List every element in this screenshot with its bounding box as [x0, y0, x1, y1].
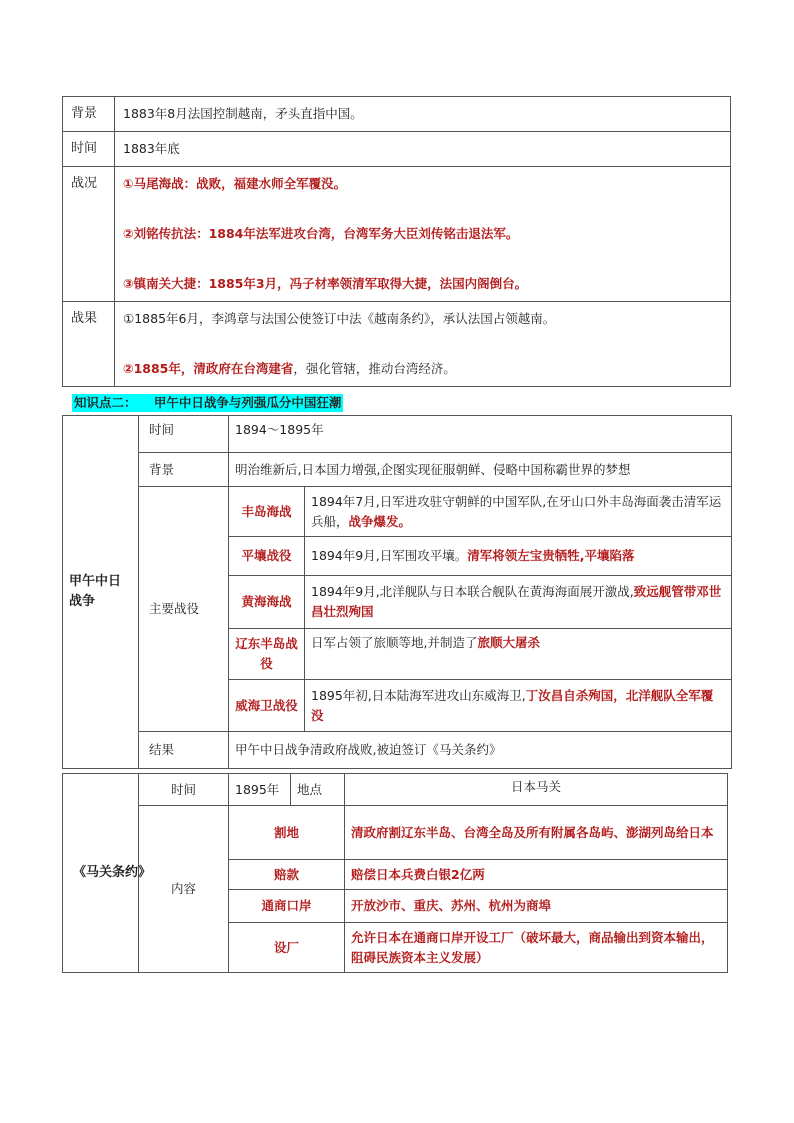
time-value: 1895年	[229, 774, 291, 806]
war-name: 甲午中日战争	[63, 416, 139, 769]
battle-name: 黄海海战	[229, 576, 305, 629]
content-label: 内容	[139, 806, 229, 973]
result-label: 战果	[63, 302, 115, 387]
battle-desc-text: 1894年7月,日军进攻驻守朝鲜的中国军队,在牙山口外丰岛海面袭击清军运兵船，	[311, 493, 722, 529]
battle-desc-emphasis: 旅顺大屠杀	[477, 635, 540, 650]
result-item: ①1885年6月，李鸿章与法国公使签订中法《越南条约》，承认法国占领越南。	[123, 311, 556, 326]
battle-desc	[305, 487, 732, 537]
content-item-value: 允许日本在通商口岸开设工厂（破坏最大，商品输出到资本输出，阻碍民族资本主义发展）	[345, 923, 728, 973]
treaty-table	[62, 773, 728, 973]
table-row	[63, 487, 732, 537]
treaty-name: 《马关条约》	[63, 774, 139, 973]
table-row	[63, 132, 731, 167]
battle-name: 辽东半岛战役	[229, 629, 305, 680]
table-row	[63, 453, 732, 487]
time-label: 时间	[139, 416, 229, 453]
result-item-text: ，强化管辖，推动台湾经济。	[293, 361, 456, 376]
battle-desc	[305, 576, 732, 629]
result-value: 甲午中日战争清政府战败,被迫签订《马关条约》	[229, 732, 732, 769]
table-row	[63, 167, 731, 302]
background-value: 1883年8月法国控制越南，矛头直指中国。	[115, 97, 731, 132]
battle-desc-emphasis: 丁汝昌自杀殉国，北洋舰队全军覆没	[311, 687, 714, 723]
situation-cell	[115, 167, 731, 302]
knowledge-point-heading: 知识点二： 甲午中日战争与列强瓜分中国狂潮	[74, 395, 342, 410]
sino-japanese-war-table	[62, 415, 732, 769]
content-item-value: 清政府割辽东半岛、台湾全岛及所有附属各岛屿、澎湖列岛给日本	[345, 806, 728, 860]
place-label: 地点	[291, 774, 345, 806]
background-label: 背景	[63, 97, 115, 132]
result-cell	[115, 302, 731, 387]
table-row	[63, 806, 728, 860]
background-value: 明治维新后,日本国力增强,企图实现征服朝鲜、侵略中国称霸世界的梦想	[229, 453, 732, 487]
battle-desc-emphasis: 致远舰管带邓世昌壮烈殉国	[311, 584, 722, 619]
result-item	[123, 359, 722, 379]
place-value: 日本马关	[345, 774, 728, 806]
battle-desc-emphasis: 清军将领左宝贵牺牲,平壤陷落	[467, 548, 635, 563]
content-item-value: 开放沙市、重庆、苏州、杭州为商埠	[345, 890, 728, 923]
sino-french-war-table	[62, 96, 731, 387]
battle-name: 平壤战役	[229, 537, 305, 576]
content-item-label: 设厂	[229, 923, 345, 973]
table-row	[63, 97, 731, 132]
battle-desc-text: 1894年9月,日军围攻平壤。	[311, 548, 468, 563]
battle-desc	[305, 629, 732, 680]
content-item-label: 通商口岸	[229, 890, 345, 923]
situation-item: ③镇南关大捷：1885年3月，冯子材率领清军取得大捷，法国内阁倒台。	[123, 276, 528, 291]
battle-desc-text: 1894年9月,北洋舰队与日本联合舰队在黄海海面展开激战,	[311, 584, 634, 599]
content-item-label: 赔款	[229, 860, 345, 890]
battle-desc-text: 1895年初,日本陆海军进攻山东威海卫,	[311, 687, 526, 703]
content-item-label: 割地	[229, 806, 345, 860]
background-label: 背景	[139, 453, 229, 487]
situation-label: 战况	[63, 167, 115, 302]
situation-item: ①马尾海战：战败，福建水师全军覆没。	[123, 176, 347, 191]
battle-desc-emphasis: 战争爆发。	[348, 513, 412, 529]
situation-item: ②刘铭传抗法：1884年法军进攻台湾，台湾军务大臣刘传铭击退法军。	[123, 226, 519, 241]
content-item-value: 赔偿日本兵费白银2亿两	[345, 860, 728, 890]
battle-desc	[305, 537, 732, 576]
result-item-emphasis: ②1885年，清政府在台湾建省	[123, 361, 294, 376]
time-value: 1883年底	[115, 132, 731, 167]
time-value: 1894～1895年	[229, 416, 732, 453]
battle-name: 威海卫战役	[229, 680, 305, 732]
battle-desc-text: 日军占领了旅顺等地,并制造了	[311, 635, 478, 650]
table-row	[63, 302, 731, 387]
time-label: 时间	[139, 774, 229, 806]
battle-desc	[305, 680, 732, 732]
table-row	[63, 774, 728, 806]
time-label: 时间	[63, 132, 115, 167]
battles-label: 主要战役	[139, 487, 229, 732]
table-row	[63, 732, 732, 769]
table-row	[63, 416, 732, 453]
result-label: 结果	[139, 732, 229, 769]
battle-name: 丰岛海战	[229, 487, 305, 537]
